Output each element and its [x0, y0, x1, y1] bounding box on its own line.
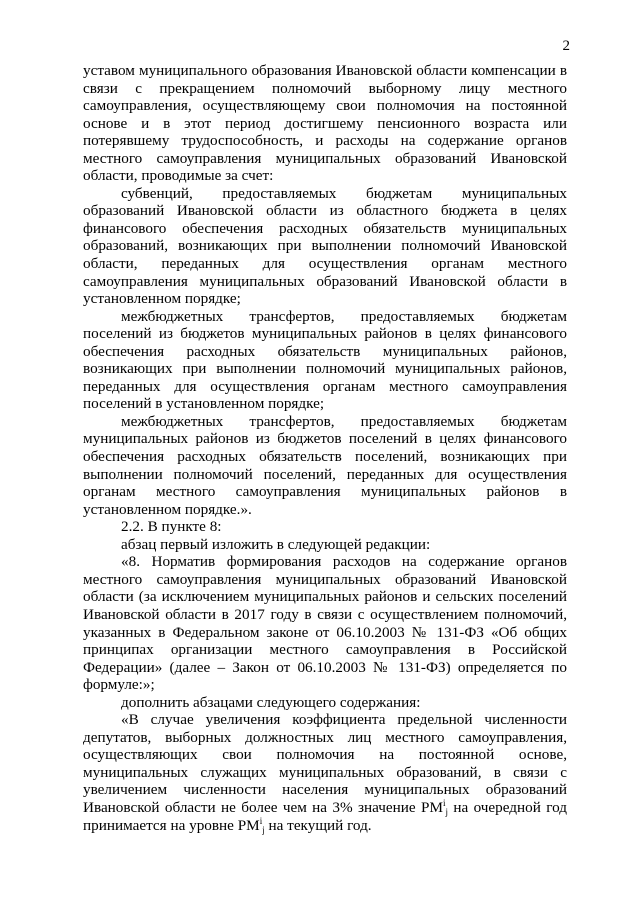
paragraph-subventions: субвенций, предоставляемых бюджетам муниципальных образований Ивановской области из областного бюджета в целях финансового обеспечения расходных обязательств муниципальных образований, возникающих при выполнении полномочий Ивановской области, переданных для осуществления органам местного самоуправления муниципальных образований Ивановской области в установленном порядке; — [83, 184, 567, 308]
subscript-index-j: j — [262, 824, 265, 835]
superscript-index-i: i — [442, 797, 446, 808]
coefficient-text-part1: «В случае увеличения коэффициента предельной численности депутатов, выборных должностных лиц местного самоуправления, осуществляющих свои полномочия на постоянной основе, муниципальных служащих муниципальных образований, в связи с увеличением численности населения муниципальных образований Ивановской области не более чем на 3% значение РМ — [83, 711, 567, 816]
paragraph-transfers-settlements: межбюджетных трансфертов, предоставляемых бюджетам поселений из бюджетов муниципальных районов в целях финансового обеспечения расходных обязательств муниципальных районов, возникающих при выполнении полномочий муниципальных районов, переданных для осуществления органам местного самоуправления поселений в установленном порядке; — [83, 307, 567, 413]
subscript-index-j: j — [445, 806, 448, 817]
paragraph-norm-formula: «8. Норматив формирования расходов на содержание органов местного самоуправления муниципальных образований Ивановской области (за исключением муниципальных районов и сельских поселений Ивановской области в 2017 году в связи с осуществлением полномочий, указанных в Федеральном законе от 06.10.2003 № 131-ФЗ «Об общих принципах организации местного самоуправления в Российской Федерации» (далее – Закон от 06.10.2003 № 131-ФЗ) определяется по формуле:»; — [83, 553, 567, 694]
paragraph-first-para-edit: абзац первый изложить в следующей редакции: — [121, 535, 431, 553]
paragraph-point-heading: 2.2. В пункте 8: — [121, 518, 222, 536]
paragraph-add-paragraphs: дополнить абзацами следующего содержания: — [121, 693, 421, 711]
page-number: 2 — [562, 38, 570, 54]
document-body — [83, 62, 567, 834]
coefficient-text-part2: на очередной год принимается на уровне РМ — [83, 798, 567, 834]
paragraph-coefficient-increase — [83, 711, 567, 834]
coefficient-text-part3: на текущий год. — [264, 816, 372, 834]
paragraph-intro: уставом муниципального образования Ивановской области компенсации в связи с прекращением полномочий выборному лицу местного самоуправления, осуществляющему свои полномочия на постоянной основе и в этот период достигшему пенсионного возраста или потерявшему трудоспособность, и расходы на содержание органов местного самоуправления муниципальных образований Ивановской области, проводимые за счет: — [83, 62, 567, 185]
superscript-index-i: i — [259, 815, 263, 826]
paragraph-transfers-districts: межбюджетных трансфертов, предоставляемых бюджетам муниципальных районов из бюджетов поселений в целях финансового обеспечения расходных обязательств поселений, возникающих при выполнении полномочий поселений, переданных для осуществления органам местного самоуправления муниципальных районов в установленном порядке.». — [83, 412, 567, 518]
